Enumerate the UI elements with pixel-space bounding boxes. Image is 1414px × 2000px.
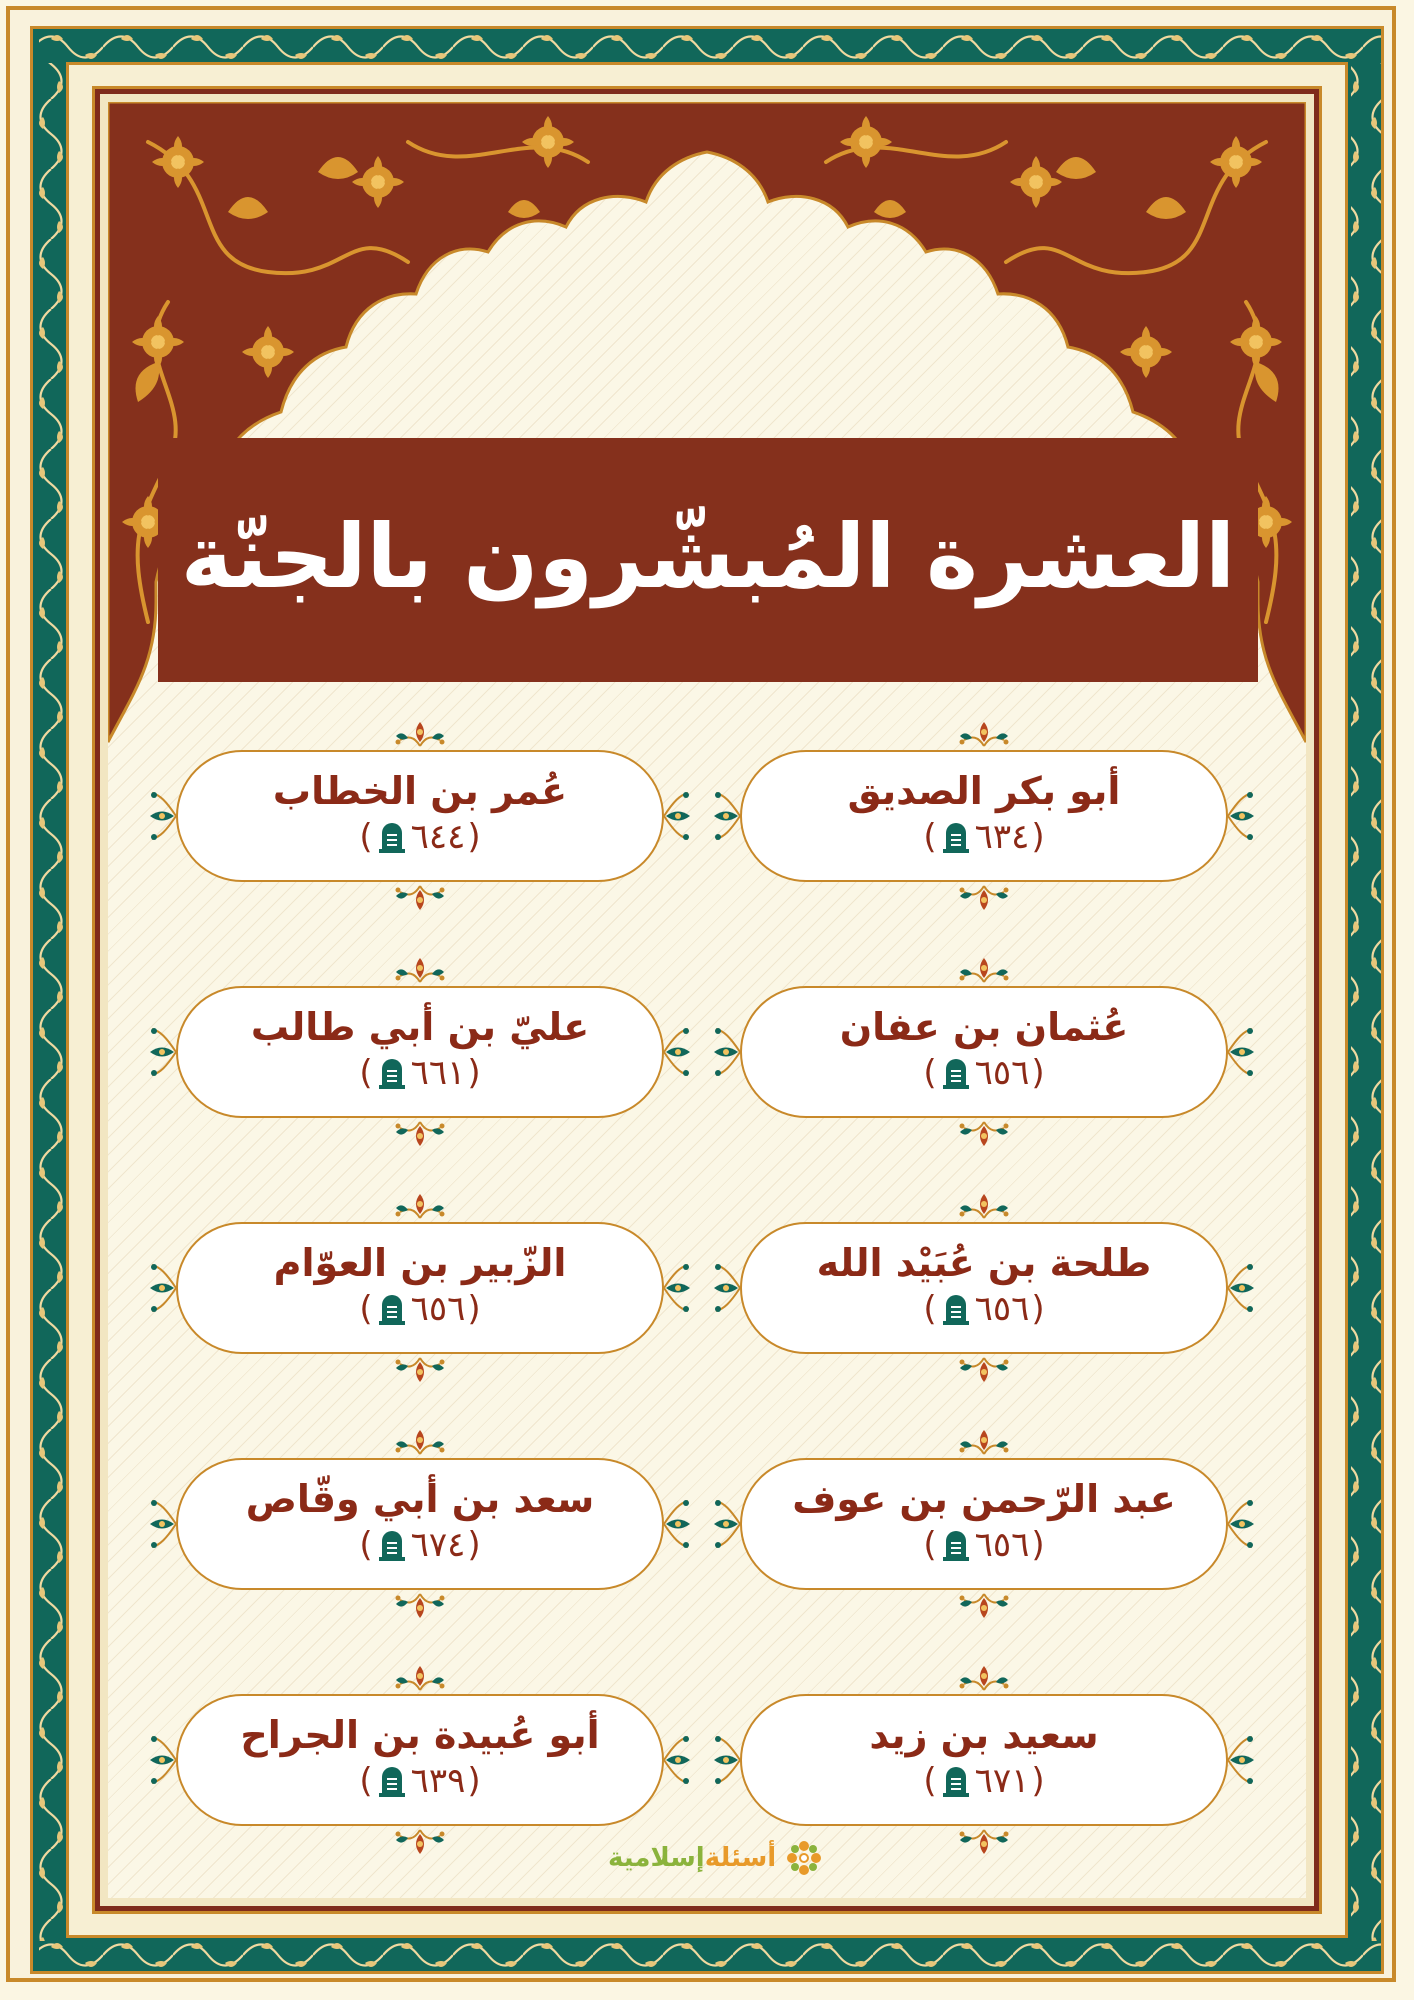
gravestone-icon (941, 821, 971, 853)
death-year (923, 1289, 1044, 1330)
side-ornament-icon (1224, 1017, 1258, 1087)
death-year-digits: ٦٣٩ (410, 1760, 466, 1801)
side-ornament-icon (146, 1725, 180, 1795)
companion-card (176, 1458, 664, 1590)
side-ornament-icon (1224, 1725, 1258, 1795)
floral-ornament-icon (390, 718, 450, 748)
death-year-digits: ٦٦١ (410, 1052, 466, 1093)
paren-open: ( (1031, 1524, 1045, 1565)
companion-name: عُمر بن الخطاب (272, 768, 568, 813)
floral-ornament-icon (390, 1592, 450, 1622)
paren-close: ) (359, 1288, 373, 1329)
gravestone-icon (377, 1529, 407, 1561)
companion-name: سعيد بن زيد (869, 1712, 1099, 1757)
floral-ornament-icon (390, 954, 450, 984)
paren-close: ) (923, 1524, 937, 1565)
paren-open: ( (467, 1288, 481, 1329)
side-ornament-icon (660, 1017, 694, 1087)
companion-card (176, 750, 664, 882)
gravestone-icon (377, 821, 407, 853)
companion-card (740, 1458, 1228, 1590)
paren-close: ) (359, 1524, 373, 1565)
side-ornament-icon (660, 1253, 694, 1323)
death-year-digits: ٦٧١ (974, 1760, 1030, 1801)
companion-name: طلحة بن عُبَيْد الله (816, 1240, 1152, 1285)
side-ornament-icon (710, 1725, 744, 1795)
paren-open: ( (1031, 816, 1045, 857)
floral-ornament-icon (954, 1828, 1014, 1858)
paren-close: ) (923, 1288, 937, 1329)
floral-ornament-icon (390, 1120, 450, 1150)
gravestone-icon (941, 1293, 971, 1325)
paren-close: ) (923, 1052, 937, 1093)
companion-card (740, 1222, 1228, 1354)
floral-ornament-icon (390, 1662, 450, 1692)
side-ornament-icon (1224, 1489, 1258, 1559)
companion-name: أبو بكر الصديق (847, 768, 1121, 813)
companion-card (176, 986, 664, 1118)
gravestone-icon (941, 1529, 971, 1561)
gravestone-icon (377, 1057, 407, 1089)
companion-card (740, 750, 1228, 882)
side-ornament-icon (660, 781, 694, 851)
side-ornament-icon (1224, 781, 1258, 851)
companion-card (176, 1694, 664, 1826)
side-ornament-icon (1224, 1253, 1258, 1323)
side-ornament-icon (146, 1489, 180, 1559)
side-ornament-icon (146, 1253, 180, 1323)
death-year (359, 1525, 480, 1566)
flower-logo-icon (784, 1838, 824, 1878)
logo-text (608, 1843, 776, 1873)
floral-ornament-icon (390, 1426, 450, 1456)
floral-ornament-icon (954, 1190, 1014, 1220)
death-year-digits: ٦٥٦ (410, 1288, 466, 1329)
site-logo (608, 1838, 824, 1878)
death-year (359, 817, 480, 858)
gravestone-icon (941, 1765, 971, 1797)
side-ornament-icon (660, 1489, 694, 1559)
paren-open: ( (1031, 1760, 1045, 1801)
floral-ornament-icon (954, 1356, 1014, 1386)
companion-name: الزّبير بن العوّام (273, 1240, 567, 1285)
floral-ornament-icon (954, 884, 1014, 914)
floral-ornament-icon (390, 1828, 450, 1858)
paren-open: ( (1031, 1288, 1045, 1329)
side-ornament-icon (710, 1017, 744, 1087)
death-year (359, 1053, 480, 1094)
floral-ornament-icon (954, 1662, 1014, 1692)
paren-open: ( (467, 1524, 481, 1565)
death-year-digits: ٦٥٦ (974, 1052, 1030, 1093)
death-year (923, 817, 1044, 858)
gravestone-icon (377, 1293, 407, 1325)
paren-open: ( (1031, 1052, 1045, 1093)
death-year-digits: ٦٣٤ (974, 816, 1030, 857)
side-ornament-icon (710, 1489, 744, 1559)
companion-name: عُثمان بن عفان (839, 1004, 1129, 1049)
title-banner (158, 438, 1258, 682)
death-year-digits: ٦٤٤ (410, 816, 466, 857)
floral-ornament-icon (390, 1190, 450, 1220)
death-year-digits: ٦٥٦ (974, 1288, 1030, 1329)
death-year (923, 1761, 1044, 1802)
floral-ornament-icon (954, 1120, 1014, 1150)
paren-close: ) (923, 816, 937, 857)
side-ornament-icon (710, 781, 744, 851)
side-ornament-icon (660, 1725, 694, 1795)
paren-close: ) (359, 816, 373, 857)
gravestone-icon (941, 1057, 971, 1089)
paren-close: ) (359, 1760, 373, 1801)
companion-name: أبو عُبيدة بن الجراح (240, 1712, 600, 1757)
companion-name: عبد الرّحمن بن عوف (792, 1476, 1176, 1521)
paren-open: ( (467, 1760, 481, 1801)
paren-close: ) (359, 1052, 373, 1093)
floral-ornament-icon (954, 1592, 1014, 1622)
paren-close: ) (923, 1760, 937, 1801)
companion-name: سعد بن أبي وقّاص (245, 1476, 595, 1521)
page-title: العشرة المُبشّرون بالجنّة (180, 504, 1236, 608)
companion-card (740, 986, 1228, 1118)
death-year (359, 1289, 480, 1330)
floral-ornament-icon (954, 954, 1014, 984)
side-ornament-icon (146, 781, 180, 851)
death-year (923, 1525, 1044, 1566)
paren-open: ( (467, 1052, 481, 1093)
floral-ornament-icon (954, 718, 1014, 748)
floral-ornament-icon (390, 1356, 450, 1386)
paren-open: ( (467, 816, 481, 857)
side-ornament-icon (710, 1253, 744, 1323)
death-year-digits: ٦٥٦ (974, 1524, 1030, 1565)
death-year-digits: ٦٧٤ (410, 1524, 466, 1565)
death-year (359, 1761, 480, 1802)
floral-ornament-icon (390, 884, 450, 914)
companion-card (740, 1694, 1228, 1826)
companion-card (176, 1222, 664, 1354)
logo-text-b: إسلامية (608, 1843, 705, 1873)
death-year (923, 1053, 1044, 1094)
logo-text-a: أسئلة (704, 1843, 777, 1873)
companion-name: عليّ بن أبي طالب (250, 1004, 590, 1049)
floral-ornament-icon (954, 1426, 1014, 1456)
gravestone-icon (377, 1765, 407, 1797)
side-ornament-icon (146, 1017, 180, 1087)
